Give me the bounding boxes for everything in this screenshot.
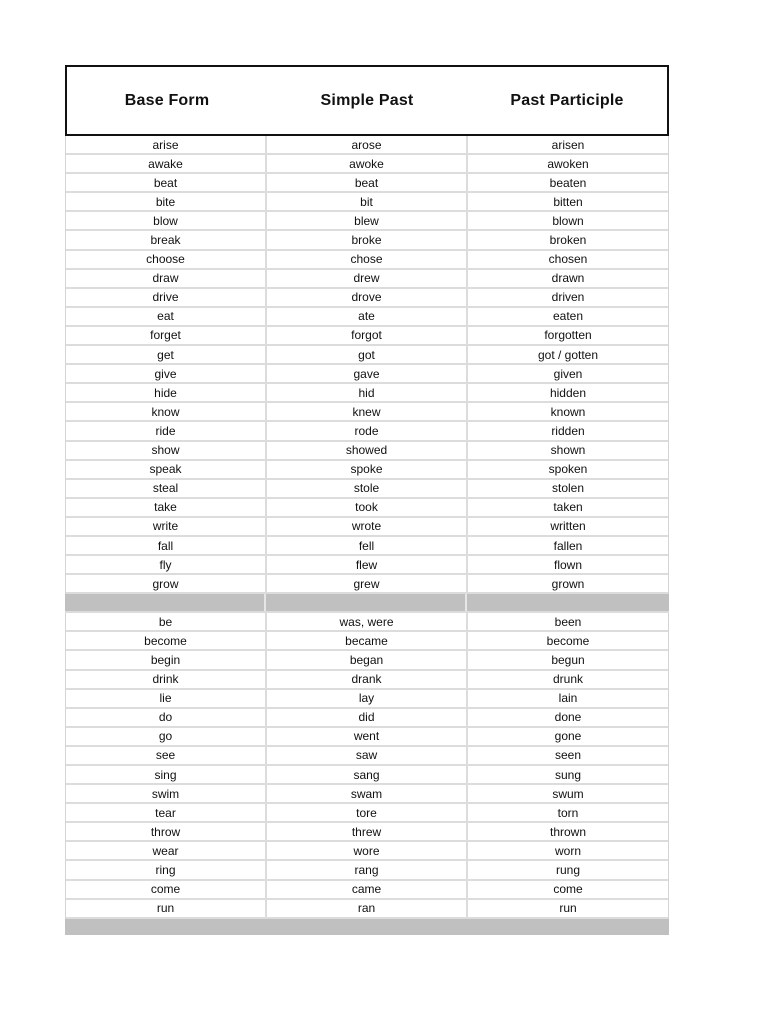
table-row [66,480,668,499]
verb-table [65,65,669,935]
simple-past-cell: grew [267,575,468,592]
past-participle-cell: got / gotten [537,347,599,362]
base-form-cell: break [66,231,267,248]
base-form-cell: hide [66,384,267,401]
table-row [66,289,668,308]
past-participle-cell: grown [551,576,585,591]
table-row [66,766,668,785]
simple-past-cell: spoke [267,461,468,478]
simple-past-cell: stole [267,480,468,497]
simple-past-cell: was, were [267,613,468,630]
table-row [66,442,668,461]
table-row [66,422,668,441]
simple-past-cell: ate [267,308,468,325]
separator-cell [467,594,667,611]
simple-past-cell: bit [267,193,468,210]
past-participle-cell: ridden [551,423,585,438]
table-row [66,251,668,270]
simple-past-cell: drove [267,289,468,306]
header-past-participle: Past Participle [510,91,624,109]
simple-past-cell: wrote [267,518,468,535]
base-form-cell: become [66,632,267,649]
table-row [66,308,668,327]
past-participle-cell: swum [552,786,584,801]
past-participle-cell: run [559,901,577,916]
past-participle-cell: come [553,882,583,897]
base-form-cell: ride [66,422,267,439]
base-form-cell: give [66,365,267,382]
base-form-cell: draw [66,270,267,287]
base-form-cell: drive [66,289,267,306]
simple-past-cell: hid [267,384,468,401]
table-row [66,728,668,747]
base-form-cell: go [66,728,267,745]
base-form-cell: know [66,403,267,420]
simple-past-cell: arose [267,136,468,153]
simple-past-cell: blew [267,212,468,229]
base-form-cell: beat [66,174,267,191]
past-participle-cell: been [554,614,582,629]
table-row [66,690,668,709]
table-row [66,499,668,518]
base-form-cell: fly [66,556,267,573]
base-form-cell: swim [66,785,267,802]
base-form-cell: bite [66,193,267,210]
simple-past-cell: lay [267,690,468,707]
simple-past-cell: gave [267,365,468,382]
base-form-cell: take [66,499,267,516]
past-participle-cell: worn [554,843,581,858]
base-form-cell: grow [66,575,267,592]
past-participle-cell: chosen [548,252,588,267]
base-form-cell: arise [66,136,267,153]
simple-past-cell: rode [267,422,468,439]
simple-past-cell: chose [267,251,468,268]
table-footer-bar [65,919,669,935]
simple-past-cell: went [267,728,468,745]
table-row [66,346,668,365]
base-form-cell: ring [66,861,267,878]
past-participle-cell: stolen [551,481,585,496]
base-form-cell: wear [66,842,267,859]
base-form-cell: steal [66,480,267,497]
past-participle-cell: thrown [549,824,587,839]
past-participle-cell: become [546,633,590,648]
table-row [66,461,668,480]
base-form-cell: awake [66,155,267,172]
table-row [66,518,668,537]
table-row [66,327,668,346]
table-row [66,861,668,880]
table-row [66,136,668,155]
table-row [66,537,668,556]
simple-past-cell: showed [267,442,468,459]
base-form-cell: throw [66,823,267,840]
base-form-cell: do [66,709,267,726]
verb-group-1 [65,136,669,594]
simple-past-cell: did [267,709,468,726]
table-row [66,842,668,861]
past-participle-cell: lain [558,691,578,706]
past-participle-cell: arisen [551,137,585,152]
simple-past-cell: tore [267,804,468,821]
table-row [66,403,668,422]
simple-past-cell: saw [267,747,468,764]
base-form-cell: begin [66,651,267,668]
table-row [66,231,668,250]
table-row [66,193,668,212]
table-row [66,575,668,594]
base-form-cell: get [66,346,267,363]
base-form-cell: fall [66,537,267,554]
past-participle-cell: bitten [553,194,583,209]
simple-past-cell: sang [267,766,468,783]
past-participle-cell: forgotten [544,328,592,343]
table-row [66,174,668,193]
past-participle-cell: spoken [548,462,588,477]
simple-past-cell: threw [267,823,468,840]
table-row [66,613,668,632]
base-form-cell: run [66,900,267,917]
base-form-cell: sing [66,766,267,783]
base-form-cell: write [66,518,267,535]
simple-past-cell: became [267,632,468,649]
past-participle-cell: taken [553,500,583,515]
separator-cell [266,594,467,611]
past-participle-cell: given [553,366,583,381]
table-row [66,212,668,231]
simple-past-cell: ran [267,900,468,917]
table-row [66,384,668,403]
table-header [65,65,669,136]
past-participle-cell: sung [554,767,582,782]
past-participle-cell: blown [552,213,584,228]
table-row [66,804,668,823]
base-form-cell: show [66,442,267,459]
simple-past-cell: drew [267,270,468,287]
simple-past-cell: knew [267,403,468,420]
simple-past-cell: broke [267,231,468,248]
group-separator [65,594,669,613]
table-row [66,823,668,842]
past-participle-cell: done [554,710,582,725]
table-row [66,365,668,384]
header-simple-past: Simple Past [320,91,414,109]
past-participle-cell: gone [554,729,582,744]
simple-past-cell: came [267,881,468,898]
simple-past-cell: began [267,651,468,668]
base-form-cell: speak [66,461,267,478]
verb-group-2 [65,613,669,919]
base-form-cell: blow [66,212,267,229]
past-participle-cell: awoken [547,156,589,171]
simple-past-cell: got [267,346,468,363]
table-row [66,632,668,651]
base-form-cell: be [66,613,267,630]
simple-past-cell: awoke [267,155,468,172]
table-row [66,747,668,766]
simple-past-cell: beat [267,174,468,191]
simple-past-cell: rang [267,861,468,878]
past-participle-cell: drunk [552,672,584,687]
simple-past-cell: took [267,499,468,516]
base-form-cell: eat [66,308,267,325]
base-form-cell: come [66,881,267,898]
table-row [66,881,668,900]
past-participle-cell: eaten [552,309,584,324]
past-participle-cell: flown [553,557,582,572]
base-form-cell: choose [66,251,267,268]
table-row [66,556,668,575]
past-participle-cell: torn [557,805,579,820]
past-participle-cell: written [550,519,586,534]
past-participle-cell: hidden [549,385,587,400]
past-participle-cell: rung [555,863,581,878]
table-row [66,900,668,919]
past-participle-cell: driven [551,290,585,305]
past-participle-cell: begun [551,652,585,667]
table-row [66,671,668,690]
base-form-cell: forget [66,327,267,344]
past-participle-cell: known [550,404,586,419]
table-row [66,270,668,289]
base-form-cell: lie [66,690,267,707]
table-row [66,651,668,670]
table-row [66,155,668,174]
past-participle-cell: fallen [553,538,583,553]
past-participle-cell: seen [554,748,582,763]
base-form-cell: tear [66,804,267,821]
past-participle-cell: beaten [549,175,587,190]
header-base-form: Base Form [124,91,210,109]
simple-past-cell: drank [267,671,468,688]
past-participle-cell: broken [549,233,587,248]
simple-past-cell: forgot [267,327,468,344]
base-form-cell: drink [66,671,267,688]
table-row [66,785,668,804]
simple-past-cell: fell [267,537,468,554]
past-participle-cell: drawn [551,271,585,286]
table-row [66,709,668,728]
simple-past-cell: flew [267,556,468,573]
simple-past-cell: swam [267,785,468,802]
separator-cell [65,594,266,611]
simple-past-cell: wore [267,842,468,859]
base-form-cell: see [66,747,267,764]
past-participle-cell: shown [550,443,586,458]
